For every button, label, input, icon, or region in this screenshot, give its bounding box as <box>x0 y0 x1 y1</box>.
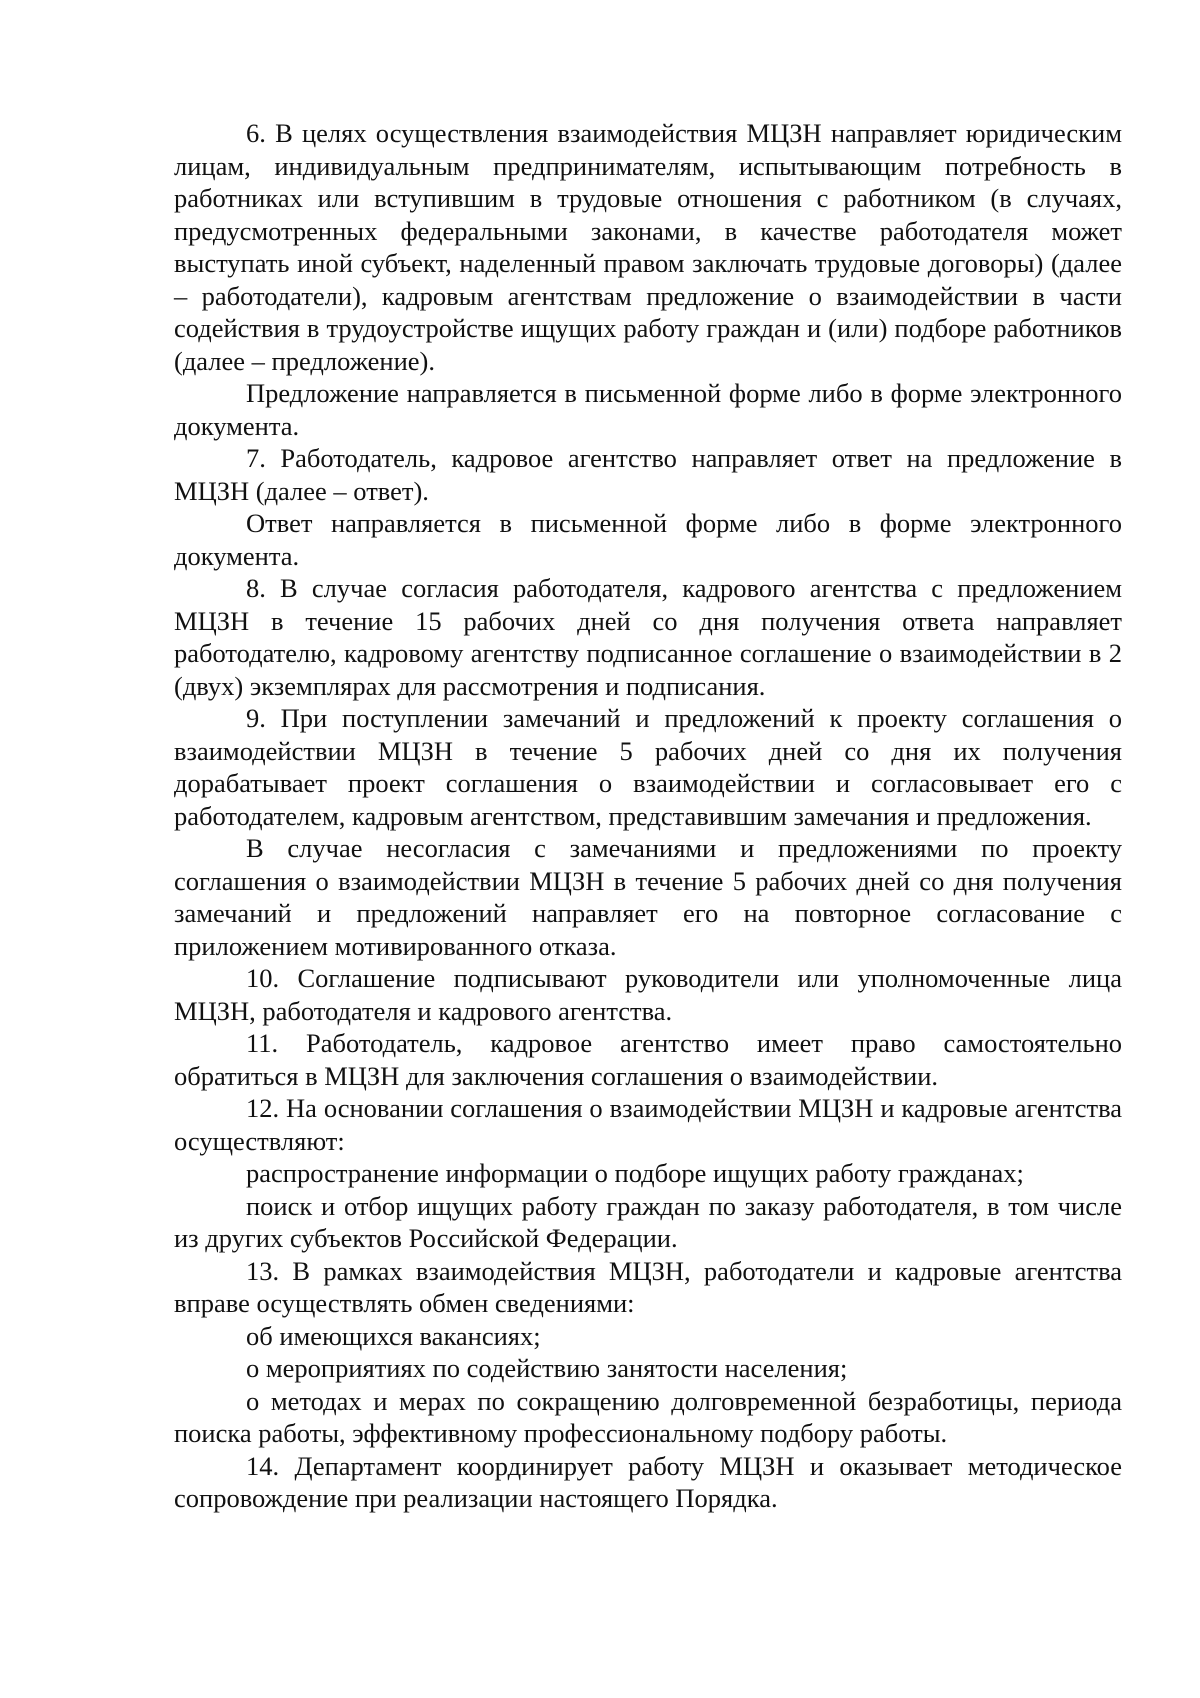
paragraph-10: 10. Соглашение подписывают руководители или уполномоченные лица МЦЗН, работодателя и кадрового агентства. <box>174 963 1122 1026</box>
paragraph-8: 8. В случае согласия работодателя, кадрового агентства с предложением МЦЗН в течение 15 рабочих дней со дня получения ответа направляет работодателю, кадровому агентству подписанное соглашение о взаимодействии в 2 (двух) экземплярах для рассмотрения и подписания. <box>174 573 1122 701</box>
paragraph-9-disagreement: В случае несогласия с замечаниями и предложениями по проекту соглашения о взаимодействии МЦЗН в течение 5 рабочих дней со дня получения замечаний и предложений направляет его на повторное согласование с приложением мотивированного отказа. <box>174 833 1122 961</box>
paragraph-9: 9. При поступлении замечаний и предложений к проекту соглашения о взаимодействии МЦЗН в течение 5 рабочих дней со дня их получения дорабатывает проект соглашения о взаимодействии и согласовывает его с работодателем, кадровым агентством, представившим замечания и предложения. <box>174 703 1122 831</box>
paragraph-7-form: Ответ направляется в письменной форме либо в форме электронного документа. <box>174 508 1122 571</box>
paragraph-13-item-3: о методах и мерах по сокращению долговременной безработицы, периода поиска работы, эффективному профессиональному подбору работы. <box>174 1385 1122 1448</box>
paragraph-14: 14. Департамент координирует работу МЦЗН и оказывает методическое сопровождение при реализации настоящего Порядка. <box>174 1450 1122 1513</box>
document-body <box>174 117 1122 1515</box>
paragraph-13-item-1: об имеющихся вакансиях; <box>246 1320 541 1351</box>
paragraph-12: 12. На основании соглашения о взаимодействии МЦЗН и кадровые агентства осуществляют: <box>174 1093 1122 1156</box>
paragraph-6: 6. В целях осуществления взаимодействия МЦЗН направляет юридическим лицам, индивидуальным предпринимателям, испытывающим потребность в работниках или вступившим в трудовые отношения с работником (в случаях, предусмотренных федеральными законами, в качестве работодателя может выступать иной субъект, наделенный правом заключать трудовые договоры) (далее – работодатели), кадровым агентствам предложение о взаимодействии в части содействия в трудоустройстве ищущих работу граждан и (или) подборе работников (далее – предложение). <box>174 118 1122 376</box>
paragraph-13-item-2: о мероприятиях по содействию занятости населения; <box>246 1353 848 1383</box>
paragraph-11: 11. Работодатель, кадровое агентство имеет право самостоятельно обратиться в МЦЗН для заключения соглашения о взаимодействии. <box>174 1028 1122 1091</box>
paragraph-12-item-2: поиск и отбор ищущих работу граждан по заказу работодателя, в том числе из других субъектов Российской Федерации. <box>174 1190 1122 1253</box>
paragraph-6-form: Предложение направляется в письменной форме либо в форме электронного документа. <box>174 378 1122 441</box>
paragraph-13: 13. В рамках взаимодействия МЦЗН, работодатели и кадровые агентства вправе осуществлять обмен сведениями: <box>174 1255 1122 1318</box>
paragraph-12-item-1: распространение информации о подборе ищущих работу гражданах; <box>246 1158 1024 1188</box>
paragraph-7: 7. Работодатель, кадровое агентство направляет ответ на предложение в МЦЗН (далее – ответ). <box>174 443 1122 506</box>
